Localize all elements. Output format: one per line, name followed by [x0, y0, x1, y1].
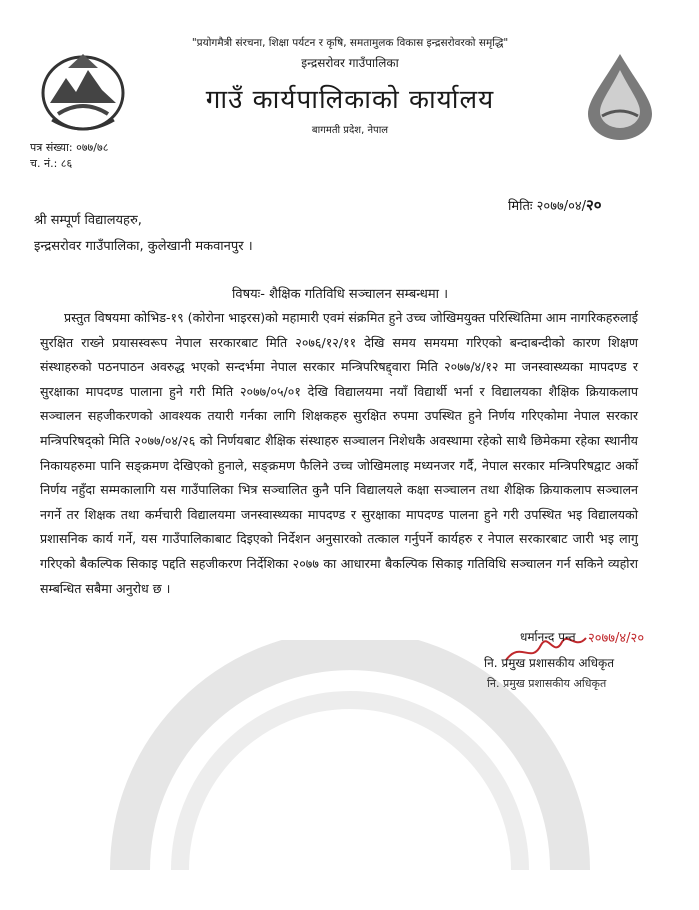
recipient-line-1: श्री सम्पूर्ण विद्यालयहरु,	[34, 213, 142, 228]
motto: "प्रयोगमैत्री संरचना, शिक्षा पर्यटन र कृषि, समतामुलक विकास इन्द्रसरोवरको समृद्धि"	[191, 37, 509, 49]
date-label: मितिः २०७७/०४/	[508, 199, 586, 214]
office-title: गाउँ कार्यपालिकाको कार्यालय	[205, 85, 495, 115]
date-day: २०	[586, 196, 602, 214]
stamp-title: नि. प्रमुख प्रशासकीय अधिकृत	[487, 677, 607, 690]
municipality-name: इन्द्रसरोवर गाउँपालिका	[301, 56, 399, 70]
letter-body	[40, 306, 638, 601]
reference-number: पत्र संख्या: ०७७/७८	[30, 141, 109, 154]
recipient-line-2: इन्द्रसरोवर गाउँपालिका, कुलेखानी मकवानपुर ।	[34, 239, 253, 254]
office-address: बागमती प्रदेश, नेपाल	[311, 125, 389, 136]
signatory-title: नि. प्रमुख प्रशासकीय अधिकृत	[484, 656, 615, 670]
nepal-emblem-icon	[38, 48, 128, 133]
handwritten-date: २०७७/४/२०	[588, 631, 645, 646]
dispatch-number: च. नं.: ८६	[30, 157, 73, 170]
signatory-name: धर्मानन्द पन्त	[520, 630, 576, 644]
municipality-logo-icon	[580, 50, 660, 142]
letter-date	[508, 195, 602, 215]
subject: विषयः- शैक्षिक गतिविधि सञ्चालन सम्बन्धमा ।	[232, 287, 449, 302]
body-paragraph: प्रस्तुत विषयमा कोभिड-१९ (कोरोना भाइरस)को महामारी एवमं संक्रमित हुने उच्च जोखिमयुक्त परिस्थितिमा आम नागरिकहरुलाई सुरक्षित राख्ने प्रयासस्वरूप नेपाल सरकारबाट मिति २०७६/१२/११ देखि समय समयमा गरिएको बन्दाबन्दीको कारण शिक्षण संस्थाहरुको पठनपाठन अवरुद्ध भएको सन्दर्भमा नेपाल सरकार मन्त्रिपरिषद्द्वारा मिति २०७७/४/१२ मा जनस्वास्थ्यका मापदण्ड र सुरक्षाका मापदण्ड पालाना हुने गरी मिति २०७७/०५/०१ देखि विद्यालयमा नयाँ विद्यार्थी भर्ना र विद्यालयका शैक्षिक क्रियाकलाप सञ्चालन सहजीकरणको आवश्यक तयारी गर्नका लागि शिक्षकहरु सुरक्षित रुपमा उपस्थित हुने निर्णय गरिएकोमा नेपाल सरकार मन्त्रिपरिषद्को मिति २०७७/०४/२६ को निर्णयबाट शैक्षिक संस्थाहरु सञ्चालन निशेधकै अवस्थामा रहेको साथै छिमेकमा रहेका स्थानीय निकायहरुमा पानि सङ्क्रमण देखिएको हुनाले, सङ्क्रमण फैलिने उच्च जोखिमलाइ मध्यनजर गर्दै, नेपाल सरकार मन्त्रिपरिषद्वाट अर्को निर्णय नहुँदा सम्मकालागि यस गाउँपालिका भित्र सञ्चालित कुनै पनि विद्यालयले कक्षा सञ्चालन तथा शैक्षिक क्रियाकलाप सञ्चालन नगर्ने तर शिक्षक तथा कर्मचारी विद्यालयमा जनस्वास्थ्यका मापदण्ड र सुरक्षाका मापदण्ड पालना हुने गरी उपस्थित भइ विद्यालयको प्रशासनिक कार्य गर्ने, यस गाउँपालिकाबाट दिइएको निर्देशन अनुसारको तत्काल गर्नुपर्ने कार्यहरु र नेपाल सरकारबाट जारी भइ लागु गरिएको बैकल्पिक सिकाइ पद्दति सहजीकरण निर्देशिका २०७७ का आधारमा बैकल्पिक सिकाइ गतिविधि सञ्चालन गर्न सकिने व्यहोरा सम्बन्धित सबैमा अनुरोध छ ।	[40, 310, 638, 596]
